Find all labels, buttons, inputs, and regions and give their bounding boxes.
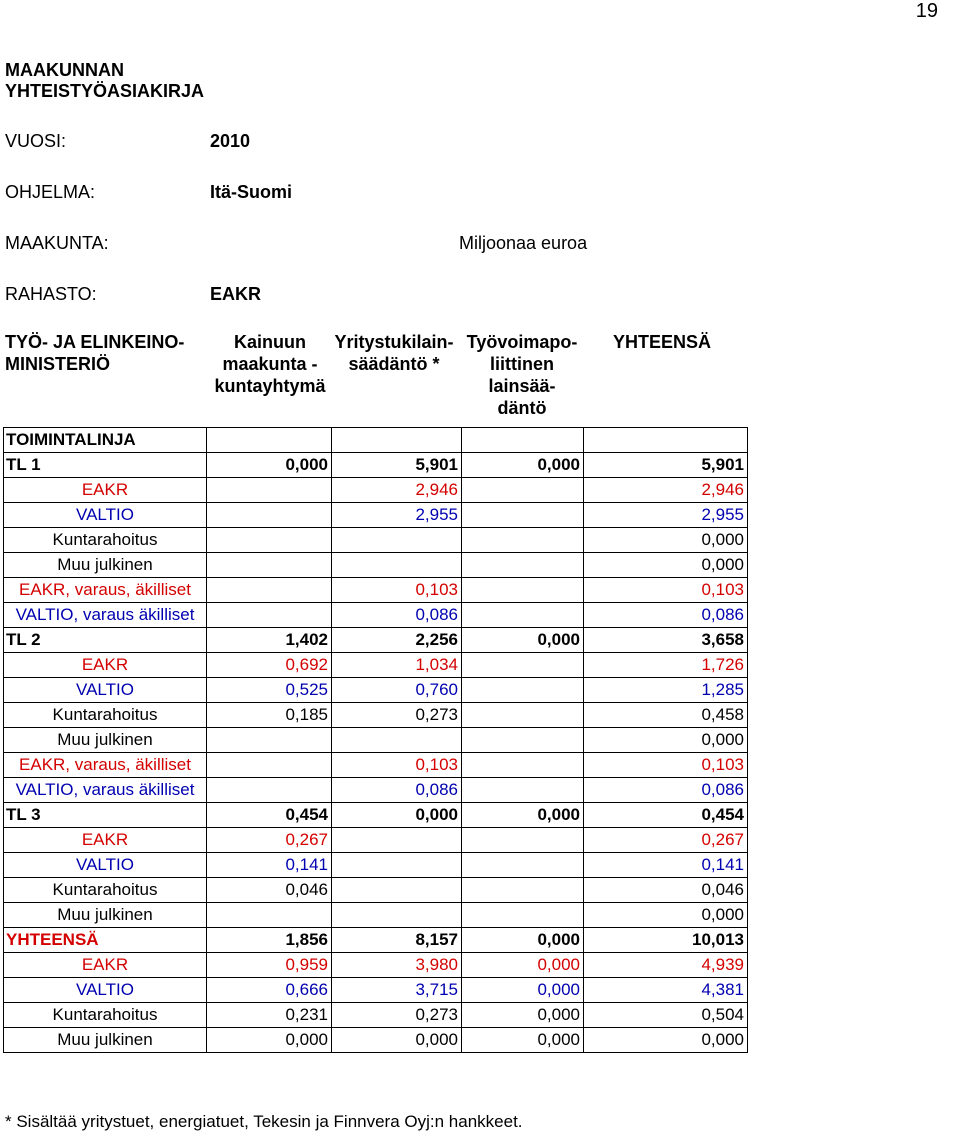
row-label: Kuntarahoitus — [4, 528, 207, 553]
row-label: Muu julkinen — [4, 553, 207, 578]
cell-kainuu — [207, 778, 332, 803]
row-label: VALTIO — [4, 503, 207, 528]
cell-yritystuki — [332, 903, 462, 928]
cell-yritystuki: 1,034 — [332, 653, 462, 678]
cell-tyovoima — [462, 578, 584, 603]
table-row — [4, 953, 748, 978]
row-label: VALTIO, varaus äkilliset — [4, 778, 207, 803]
cell-total: 0,086 — [584, 603, 748, 628]
cell-kainuu — [207, 578, 332, 603]
table-row — [4, 803, 748, 828]
row-label: Muu julkinen — [4, 903, 207, 928]
cell-tyovoima — [462, 553, 584, 578]
cell-kainuu — [207, 603, 332, 628]
cell-kainuu: 0,454 — [207, 803, 332, 828]
cell-yritystuki — [332, 528, 462, 553]
cell-total: 5,901 — [584, 453, 748, 478]
row-label: EAKR — [4, 828, 207, 853]
ministry-header: TYÖ- JA ELINKEINO- MINISTERIÖ — [5, 332, 185, 374]
table-header-row — [4, 428, 748, 453]
cell-kainuu: 0,141 — [207, 853, 332, 878]
cell-total: 0,000 — [584, 1028, 748, 1053]
cell-total: 0,458 — [584, 703, 748, 728]
cell-kainuu: 0,666 — [207, 978, 332, 1003]
cell-yritystuki: 8,157 — [332, 928, 462, 953]
cell-tyovoima: 0,000 — [462, 953, 584, 978]
cell-tyovoima — [462, 778, 584, 803]
cell-kainuu — [207, 528, 332, 553]
cell-yritystuki — [332, 878, 462, 903]
maakunta-label: MAAKUNTA: — [5, 233, 109, 253]
cell-total: 10,013 — [584, 928, 748, 953]
column-header-yritystuki: Yritystukilain- säädäntö * — [334, 332, 454, 374]
vuosi-value: 2010 — [210, 131, 251, 151]
rahasto-label: RAHASTO: — [5, 284, 97, 304]
table-row — [4, 1003, 748, 1028]
cell-kainuu: 0,000 — [207, 453, 332, 478]
cell-yritystuki: 2,955 — [332, 503, 462, 528]
cell-kainuu — [207, 903, 332, 928]
cell-kainuu: 1,856 — [207, 928, 332, 953]
table-row — [4, 903, 748, 928]
cell-tyovoima: 0,000 — [462, 1028, 584, 1053]
cell-yritystuki — [332, 828, 462, 853]
row-label: Kuntarahoitus — [4, 1003, 207, 1028]
row-label: EAKR, varaus, äkilliset — [4, 753, 207, 778]
footnote: * Sisältää yritystuet, energiatuet, Tekesin ja Finnvera Oyj:n hankkeet. — [5, 1112, 523, 1131]
table-row — [4, 978, 748, 1003]
cell-tyovoima — [462, 603, 584, 628]
cell-total: 2,946 — [584, 478, 748, 503]
row-label: VALTIO — [4, 678, 207, 703]
column-header-yhteensa: YHTEENSÄ — [612, 332, 711, 352]
cell-total: 0,000 — [584, 903, 748, 928]
cell-tyovoima — [462, 853, 584, 878]
cell-tyovoima — [462, 503, 584, 528]
cell-total: 0,454 — [584, 803, 748, 828]
cell-yritystuki: 0,273 — [332, 1003, 462, 1028]
table-row — [4, 728, 748, 753]
cell-yritystuki: 0,273 — [332, 703, 462, 728]
cell-yritystuki: 2,946 — [332, 478, 462, 503]
cell-yritystuki: 5,901 — [332, 453, 462, 478]
cell-total: 0,000 — [584, 728, 748, 753]
cell-yritystuki: 3,980 — [332, 953, 462, 978]
cell-kainuu — [207, 478, 332, 503]
budget-table — [3, 427, 748, 1053]
table-row — [4, 828, 748, 853]
cell-yritystuki: 0,000 — [332, 1028, 462, 1053]
table-row — [4, 578, 748, 603]
unit-note: Miljoonaa euroa — [459, 233, 588, 253]
table-row — [4, 478, 748, 503]
cell-tyovoima: 0,000 — [462, 928, 584, 953]
cell-tyovoima: 0,000 — [462, 1003, 584, 1028]
table-row — [4, 503, 748, 528]
cell-yritystuki: 0,086 — [332, 778, 462, 803]
row-label: EAKR — [4, 478, 207, 503]
cell-tyovoima — [462, 728, 584, 753]
cell-yritystuki: 0,086 — [332, 603, 462, 628]
table-row — [4, 878, 748, 903]
cell-kainuu: 0,185 — [207, 703, 332, 728]
cell-kainuu — [207, 753, 332, 778]
cell-total: 4,939 — [584, 953, 748, 978]
row-label: VALTIO — [4, 978, 207, 1003]
ohjelma-value: Itä-Suomi — [210, 182, 293, 202]
cell-kainuu: 0,692 — [207, 653, 332, 678]
cell-total: 0,504 — [584, 1003, 748, 1028]
page-number: 19 — [915, 0, 938, 22]
cell-tyovoima — [462, 528, 584, 553]
table-row — [4, 928, 748, 953]
cell-total: 3,658 — [584, 628, 748, 653]
row-label: TL 3 — [4, 803, 207, 828]
table-row — [4, 553, 748, 578]
cell-total: 0,000 — [584, 528, 748, 553]
cell-total: 1,285 — [584, 678, 748, 703]
cell-total: 0,086 — [584, 778, 748, 803]
row-label: VALTIO, varaus äkilliset — [4, 603, 207, 628]
cell-kainuu: 0,000 — [207, 1028, 332, 1053]
table-row — [4, 628, 748, 653]
cell-yritystuki — [332, 728, 462, 753]
row-label: VALTIO — [4, 853, 207, 878]
cell-kainuu — [207, 503, 332, 528]
cell-yritystuki: 0,000 — [332, 803, 462, 828]
cell-total: 0,103 — [584, 578, 748, 603]
column-header-kainuu: Kainuun maakunta - kuntayhtymä — [214, 332, 326, 396]
cell-tyovoima — [462, 878, 584, 903]
cell-total: 0,046 — [584, 878, 748, 903]
cell-total: 1,726 — [584, 653, 748, 678]
table-row — [4, 453, 748, 478]
vuosi-label: VUOSI: — [5, 131, 67, 151]
row-label: Muu julkinen — [4, 1028, 207, 1053]
document-title-line2: YHTEISTYÖASIAKIRJA — [5, 81, 205, 101]
cell-yritystuki — [332, 853, 462, 878]
cell-total: 0,103 — [584, 753, 748, 778]
row-label: YHTEENSÄ — [4, 928, 207, 953]
table-row — [4, 653, 748, 678]
cell-tyovoima: 0,000 — [462, 978, 584, 1003]
ohjelma-label: OHJELMA: — [5, 182, 96, 202]
cell-kainuu — [207, 728, 332, 753]
cell-tyovoima: 0,000 — [462, 628, 584, 653]
cell-total: 0,000 — [584, 553, 748, 578]
cell-tyovoima — [462, 753, 584, 778]
table-row — [4, 703, 748, 728]
table-row — [4, 1028, 748, 1053]
table-row — [4, 853, 748, 878]
row-label: Kuntarahoitus — [4, 703, 207, 728]
table-row — [4, 753, 748, 778]
row-label: TL 2 — [4, 628, 207, 653]
cell-yritystuki: 2,256 — [332, 628, 462, 653]
cell-kainuu — [207, 553, 332, 578]
document-title-line1: MAAKUNNAN — [5, 60, 124, 80]
cell-tyovoima — [462, 478, 584, 503]
rahasto-value: EAKR — [210, 284, 262, 304]
cell-yritystuki — [332, 553, 462, 578]
cell-kainuu: 1,402 — [207, 628, 332, 653]
cell-kainuu: 0,046 — [207, 878, 332, 903]
cell-tyovoima — [462, 653, 584, 678]
section-label: TOIMINTALINJA — [4, 428, 207, 453]
cell-tyovoima — [462, 703, 584, 728]
cell-tyovoima: 0,000 — [462, 803, 584, 828]
column-header-tyovoima: Työvoimapo- liittinen lainsää- däntö — [466, 332, 578, 418]
row-label: EAKR — [4, 653, 207, 678]
cell-tyovoima: 0,000 — [462, 453, 584, 478]
cell-yritystuki: 0,103 — [332, 753, 462, 778]
cell-total: 0,267 — [584, 828, 748, 853]
cell-yritystuki: 0,103 — [332, 578, 462, 603]
cell-total: 2,955 — [584, 503, 748, 528]
cell-kainuu: 0,267 — [207, 828, 332, 853]
table-row — [4, 603, 748, 628]
row-label: EAKR — [4, 953, 207, 978]
cell-kainuu: 0,525 — [207, 678, 332, 703]
table-row — [4, 678, 748, 703]
cell-yritystuki: 3,715 — [332, 978, 462, 1003]
table-row — [4, 778, 748, 803]
cell-yritystuki: 0,760 — [332, 678, 462, 703]
cell-total: 4,381 — [584, 978, 748, 1003]
row-label: EAKR, varaus, äkilliset — [4, 578, 207, 603]
cell-kainuu: 0,959 — [207, 953, 332, 978]
row-label: Muu julkinen — [4, 728, 207, 753]
cell-tyovoima — [462, 828, 584, 853]
cell-kainuu: 0,231 — [207, 1003, 332, 1028]
cell-tyovoima — [462, 678, 584, 703]
cell-total: 0,141 — [584, 853, 748, 878]
cell-tyovoima — [462, 903, 584, 928]
table-row — [4, 528, 748, 553]
row-label: TL 1 — [4, 453, 207, 478]
row-label: Kuntarahoitus — [4, 878, 207, 903]
